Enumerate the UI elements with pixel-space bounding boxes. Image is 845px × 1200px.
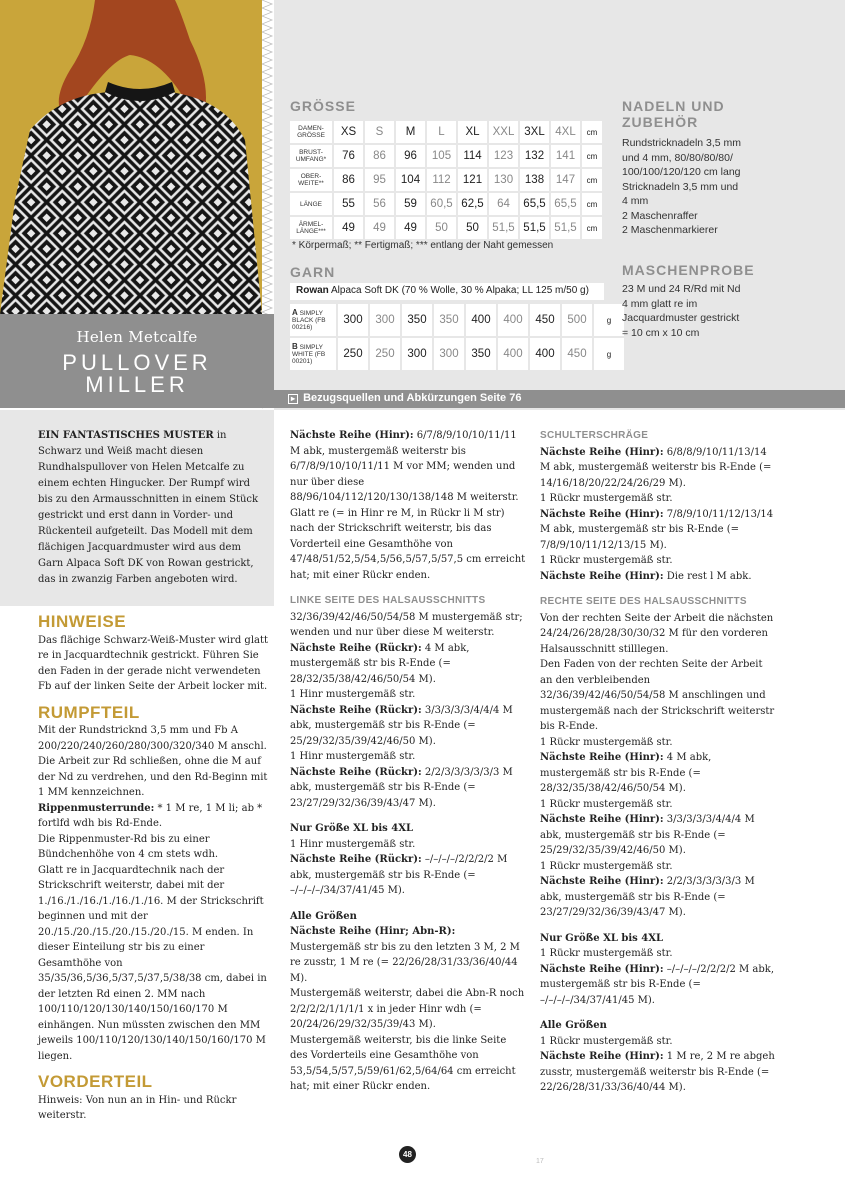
size-cell: 65,5 <box>551 193 580 215</box>
size-cell: 51,5 <box>489 217 518 239</box>
intro-body: in Schwarz und Weiß macht diesen Rundhalspullover von Helen Metcalfe zu einem echten Hingucker. Der Rumpf wird bis zu den Armausschnitten in einem Stück gestrickt und erst dann in Vorder- und Rückenteil aufgeteilt. Das Modell mit dem flächigen Jacquardmuster wird aus dem Garn Alpaca Soft DK von Rowan gestrickt, das in zwanzig Farben angeboten wird. <box>38 430 259 585</box>
size-cell: 76 <box>334 145 363 167</box>
size-cell: 114 <box>458 145 487 167</box>
size-cell: 56 <box>365 193 394 215</box>
intro-text <box>38 428 260 588</box>
gauge-text <box>622 282 762 340</box>
size-cell: 62,5 <box>458 193 487 215</box>
bold-label: Nächste Reihe (Hinr): <box>540 1051 664 1062</box>
size-cell: 130 <box>489 169 518 191</box>
yarn-cell: 400 <box>466 304 496 336</box>
size-cell: 86 <box>365 145 394 167</box>
subheading: SCHULTERSCHRÄGE <box>540 430 649 441</box>
paragraph: 1 Rückr mustergemäß str. <box>540 798 673 810</box>
yarn-cell: 250 <box>338 338 368 370</box>
paragraph <box>540 962 776 1009</box>
bold-label: Rippenmusterrunde: <box>38 802 155 814</box>
paragraph <box>290 641 526 688</box>
needles-line: 2 Maschenmarkierer <box>622 224 718 236</box>
paragraph <box>540 569 776 585</box>
yarn-color-label <box>290 304 336 336</box>
hinweise-text: Das flächige Schwarz-Weiß-Muster wird glatt re in Jacquardtechnik gestrickt. Führen Sie den Faden in der gerade nicht verwendeten Fb auf der linken Seite der Arbeit locker mit. <box>38 634 269 692</box>
paragraph: 1 Rückr mustergemäß str. <box>540 948 673 959</box>
bold-label: Alle Größen <box>540 1020 607 1031</box>
bold-label: Nächste Reihe (Hinr): <box>540 752 664 763</box>
vorderteil-heading: VORDERTEIL <box>38 1072 153 1091</box>
paragraph <box>38 801 270 832</box>
column-1 <box>38 614 270 1124</box>
paragraph: Mustergemäß weiterstr, dabei die Abn-R noch 2/2/2/2/1/1/1/1 x in jeder Hinr wdh (= 20/24/26/29/32/35/39/43 M). <box>290 988 525 1030</box>
unit-cell: cm <box>582 217 602 239</box>
model-photo <box>0 0 262 314</box>
size-row <box>290 193 602 215</box>
unit-cell: cm <box>582 169 602 191</box>
bold-label: Nächste Reihe (Hinr): <box>540 963 664 975</box>
paragraph: 1 Rückr mustergemäß str. <box>540 860 673 872</box>
paragraph: Von der rechten Seite der Arbeit die nächsten 24/24/26/28/28/30/30/32 M für den vorderen Halsausschnitt stilllegen. <box>540 612 774 655</box>
row-label: BRUST-UMFANG* <box>290 145 332 167</box>
bold-label: Nächste Reihe (Rückr): <box>290 854 422 865</box>
subheading-bold <box>290 909 526 925</box>
gauge-heading: MASCHENPROBE <box>622 262 755 278</box>
paragraph: 1 Hinr mustergemäß str. <box>290 689 416 700</box>
size-row <box>290 169 602 191</box>
bold-label: Nur Größe XL bis 4XL <box>290 823 414 834</box>
size-cell: 51,5 <box>551 217 580 239</box>
paragraph <box>540 445 776 492</box>
unit-cell: cm <box>582 121 602 143</box>
text: Die rest l M abk. <box>663 570 752 582</box>
size-cell: 96 <box>396 145 425 167</box>
paragraph <box>540 507 776 554</box>
reference-bar <box>274 390 845 408</box>
needles-line: 100/100/120/120 cm lang <box>622 166 741 178</box>
bold-label: Nächste Reihe (Hinr): <box>540 446 664 458</box>
paragraph <box>540 750 776 797</box>
gauge-line: Jacquardmuster gestrickt <box>622 312 740 324</box>
size-cell: 65,5 <box>520 193 549 215</box>
needles-heading: NADELN UND ZUBEHÖR <box>622 98 725 130</box>
yarn-color-name: SIMPLY WHITE (FB 00201) <box>292 344 326 365</box>
subheading-bold <box>540 1018 776 1034</box>
size-cell: 50 <box>458 217 487 239</box>
needles-line: 4 mm <box>622 195 649 207</box>
yarn-cell: 350 <box>466 338 496 370</box>
text: Mustergemäß str bis zu den letzten 3 M, 2 M re zusstr, 1 M re (= 22/26/28/31/33/36/40/44 M). <box>290 941 520 984</box>
unit-cell: g <box>594 338 624 370</box>
paragraph: Glatt re (= in Hinr re M, in Rückr li M str) nach der Strickschrift weiterstr, bis das Vorderteil eine Gesamthöhe von 47/48/51/52,5/54,5/56,5/57,5/57,5 cm erreicht hat; mit einer Rückr enden. <box>290 507 526 581</box>
size-table <box>288 119 604 241</box>
paragraph <box>290 852 526 899</box>
size-cell: 50 <box>427 217 456 239</box>
text: * 1 M re, 1 M li; ab * fortlfd wdh bis Rd-Ende. <box>38 802 263 829</box>
designer-name: Helen Metcalfe <box>76 328 198 346</box>
bold-label: Nächste Reihe (Hinr): <box>540 570 664 582</box>
yarn-row <box>290 304 624 336</box>
size-cell: 64 <box>489 193 518 215</box>
size-cell: 104 <box>396 169 425 191</box>
yarn-cell: 300 <box>402 338 432 370</box>
size-cell: 4XL <box>551 121 580 143</box>
pattern-title-line2: MILLER <box>85 372 189 397</box>
intro-lead: EIN FANTASTISCHES MUSTER <box>38 430 214 441</box>
subheading-bold <box>290 821 526 837</box>
size-cell: XL <box>458 121 487 143</box>
gauge-line: 23 M und 24 R/Rd mit Nd <box>622 283 741 295</box>
paragraph: 1 Hinr mustergemäß str. <box>290 751 416 762</box>
yarn-info <box>290 283 604 300</box>
needles-line: Rundstricknadeln 3,5 mm <box>622 137 742 149</box>
yarn-letter: A <box>292 308 298 317</box>
bold-label: Nächste Reihe (Hinr): <box>540 876 664 887</box>
paragraph <box>540 1049 776 1096</box>
yarn-cell: 450 <box>562 338 592 370</box>
bold-label: Alle Größen <box>290 910 357 922</box>
yarn-cell: 350 <box>402 304 432 336</box>
size-cell: L <box>427 121 456 143</box>
paragraph: 1 Rückr mustergemäß str. <box>540 736 673 748</box>
paragraph: 32/36/39/42/46/50/54/58 M mustergemäß str; wenden und nur über diese M weiterstr. <box>290 611 523 638</box>
size-cell: 147 <box>551 169 580 191</box>
column-3 <box>540 428 776 1096</box>
bold-label: Nur Größe XL bis 4XL <box>540 932 664 944</box>
size-cell: 105 <box>427 145 456 167</box>
yarn-color-name: SIMPLY BLACK (FB 00216) <box>292 310 326 331</box>
paragraph: 1 Rückr mustergemäß str. <box>540 555 673 566</box>
intro-box <box>0 410 274 606</box>
text: 1 M re, 2 M re abgeh zusstr, mustergemäß weiterstr bis R-Ende (= 22/26/28/31/33/36/40/44 M). <box>540 1051 775 1093</box>
subheading: LINKE SEITE DES HALSAUSSCHNITTS <box>290 595 486 606</box>
size-cell: 49 <box>365 217 394 239</box>
text: 3/3/3/3/3/4/4/4 M abk, mustergemäß str bis R-Ende (= 25/29/32/35/39/42/46/50 M). <box>290 704 513 747</box>
size-row <box>290 217 602 239</box>
reference-text: Bezugsquellen und Abkürzungen Seite 76 <box>303 392 522 404</box>
size-cell: 60,5 <box>427 193 456 215</box>
paragraph: Hinweis: Von nun an in Hin- und Rückr weiterstr. <box>38 1094 237 1121</box>
yarn-heading: GARN <box>290 264 336 280</box>
pattern-title-line1: PULLOVER <box>62 350 212 375</box>
needles-line: 2 Maschenraffer <box>622 209 698 222</box>
text: 4 M abk, mustergemäß str bis R-Ende (= 28/32/35/38/42/46/50/54 M). <box>290 642 470 685</box>
yarn-cell: 300 <box>338 304 368 336</box>
size-heading: GRÖSSE <box>290 98 356 114</box>
size-cell: XS <box>334 121 363 143</box>
size-cell: 141 <box>551 145 580 167</box>
paragraph <box>290 765 526 812</box>
size-cell: XXL <box>489 121 518 143</box>
yarn-brand: Rowan <box>296 285 329 296</box>
needles-list <box>622 136 772 238</box>
gauge-line: = 10 cm x 10 cm <box>622 326 700 339</box>
text: 6/8/8/9/10/11/13/14 M abk, mustergemäß weiterstr bis R-Ende (= 14/16/18/20/22/24/26/29 M). <box>540 446 772 489</box>
paragraph: Mustergemäß weiterstr, bis die linke Seite des Vorderteils eine Gesamthöhe von 53,5/54,5/57,5/59/61/62,5/64/64 cm erreicht hat; mit einer Rückr enden. <box>290 1034 516 1092</box>
yarn-cell: 400 <box>498 338 528 370</box>
unit-cell: g <box>594 304 624 336</box>
size-row <box>290 145 602 167</box>
yarn-name: Alpaca Soft DK (70 % Wolle, 30 % Alpaka; LL 125 m/50 g) <box>331 285 589 296</box>
yarn-table <box>288 302 626 372</box>
text: 2/2/3/3/3/3/3/3 M abk, mustergemäß str bis R-Ende (= 23/27/29/32/36/39/43/47 M). <box>540 876 755 918</box>
row-label: ÄRMEL-LÄNGE*** <box>290 217 332 239</box>
size-cell: 55 <box>334 193 363 215</box>
yarn-cell: 500 <box>562 304 592 336</box>
column-2 <box>290 428 526 1095</box>
size-cell: S <box>365 121 394 143</box>
yarn-cell: 300 <box>370 304 400 336</box>
yarn-letter: B <box>292 342 298 351</box>
gauge-line: 4 mm glatt re im <box>622 297 698 310</box>
title-box <box>0 314 274 408</box>
rumpfteil-heading: RUMPFTEIL <box>38 702 140 722</box>
text: 4 M abk, mustergemäß str bis R-Ende (= 28/32/35/38/42/46/50/54 M). <box>540 752 712 794</box>
size-cell: 112 <box>427 169 456 191</box>
unit-cell: cm <box>582 193 602 215</box>
row-label: LÄNGE <box>290 193 332 215</box>
size-cell: 59 <box>396 193 425 215</box>
size-row <box>290 121 602 143</box>
size-cell: 3XL <box>520 121 549 143</box>
paragraph <box>540 812 776 859</box>
size-note: * Körpermaß; ** Fertigmaß; *** entlang der Naht gemessen <box>292 240 554 251</box>
paragraph <box>290 703 526 750</box>
bold-label: Nächste Reihe (Hinr): <box>290 430 414 441</box>
yarn-cell: 450 <box>530 304 560 336</box>
bold-label: Nächste Reihe (Rückr): <box>290 704 422 716</box>
text: 6/7/8/9/10/10/11/11 M abk, mustergemäß weiterstr bis 6/7/8/9/10/10/11/11 M vor MM; wenden und nur über diese 88/96/104/112/120/130/138/148 M weiterstr. <box>290 430 519 503</box>
yarn-row <box>290 338 624 370</box>
yarn-cell: 350 <box>434 304 464 336</box>
yarn-cell: 400 <box>530 338 560 370</box>
size-cell: 49 <box>396 217 425 239</box>
subheading: RECHTE SEITE DES HALSAUSSCHNITTS <box>540 596 747 607</box>
size-cell: 51,5 <box>520 217 549 239</box>
row-label: DAMEN-GRÖSSE <box>290 121 332 143</box>
size-cell: M <box>396 121 425 143</box>
text: –/–/–/–/2/2/2/2 M abk, mustergemäß str bis R-Ende (= –/–/–/–/34/37/41/45 M). <box>540 963 775 1006</box>
size-cell: 86 <box>334 169 363 191</box>
size-cell: 123 <box>489 145 518 167</box>
paragraph <box>290 428 526 506</box>
paragraph: 1 Hinr mustergemäß str. <box>290 838 416 850</box>
arrow-icon: ▸ <box>288 394 298 404</box>
size-cell: 132 <box>520 145 549 167</box>
hinweise-heading: HINWEISE <box>38 612 127 631</box>
pattern-title <box>0 352 274 396</box>
text: –/–/–/–/2/2/2/2 M abk, mustergemäß str bis R-Ende (= –/–/–/–/34/37/41/45 M). <box>290 854 508 896</box>
size-cell: 95 <box>365 169 394 191</box>
bold-label: Nächste Reihe (Hinr; Abn-R): <box>290 926 456 937</box>
bold-label: Nächste Reihe (Hinr): <box>540 814 664 825</box>
paragraph: Den Faden von der rechten Seite der Arbeit an den verbleibenden 32/36/39/42/46/50/54/58 M anschlingen und mustergemäß nach der Strickschrift weiterstr bis R-Ende. <box>540 659 775 732</box>
needles-line: und 4 mm, 80/80/80/80/ <box>622 151 733 164</box>
paragraph: Glatt re in Jacquardtechnik nach der Strickschrift weiterstr, dabei mit der 1./16./1./16./1./16./1./16. M der Strickschrift beginnen und mit der 20./15./20./15./20./15./20./15. M enden. In dieser Einteilung str bis zu einer Gesamthöhe von 35/35/36,5/36,5/37,5/37,5/38/38 cm, dabei in der letzten Rd einen 2. MM nach 100/110/120/130/140/150/160/170 M einhängen. Nun müssten zwischen den MM jeweils 100/110/120/130/140/150/160/170 M liegen. <box>38 864 267 1062</box>
unit-cell: cm <box>582 145 602 167</box>
text: 7/8/9/10/11/12/13/14 M abk, mustergemäß str bis R-Ende (= 7/8/9/10/11/12/13/15 M). <box>540 508 774 551</box>
paragraph <box>540 874 776 921</box>
paragraph: 1 Rückr mustergemäß str. <box>540 1035 673 1047</box>
subheading-bold <box>540 931 776 947</box>
page-mark: 17 <box>536 1158 544 1165</box>
text: 3/3/3/3/3/4/4/4 M abk, mustergemäß str bis R-Ende (= 25/29/32/35/39/42/46/50 M). <box>540 814 755 856</box>
page-number: 48 <box>399 1146 416 1163</box>
paragraph: Die Rippenmuster-Rd bis zu einer Bündchenhöhe von 4 cm stets wdh. <box>38 833 219 860</box>
size-cell: 49 <box>334 217 363 239</box>
yarn-cell: 250 <box>370 338 400 370</box>
bold-label: Nächste Reihe (Rückr): <box>290 642 422 654</box>
yarn-cell: 300 <box>434 338 464 370</box>
needles-line: Stricknadeln 3,5 mm und <box>622 180 739 193</box>
yarn-color-label <box>290 338 336 370</box>
paragraph <box>290 924 526 986</box>
size-cell: 121 <box>458 169 487 191</box>
paragraph: 1 Rückr mustergemäß str. <box>540 493 673 504</box>
paragraph: Mit der Rundstricknd 3,5 mm und Fb A 200/220/240/260/280/300/320/340 M anschl. Die Arbeit zur Rd schließen, ohne die M auf der Nd zu verdrehen, und den Rd-Beginn mit 1 MM kennzeichnen. <box>38 725 268 798</box>
row-label: OBER-WEITE** <box>290 169 332 191</box>
text: 2/2/3/3/3/3/3/3 M abk, mustergemäß str bis R-Ende (= 23/27/29/32/36/39/43/47 M). <box>290 766 513 809</box>
bold-label: Nächste Reihe (Hinr): <box>540 508 664 520</box>
yarn-cell: 400 <box>498 304 528 336</box>
bold-label: Nächste Reihe (Rückr): <box>290 766 422 778</box>
size-cell: 138 <box>520 169 549 191</box>
